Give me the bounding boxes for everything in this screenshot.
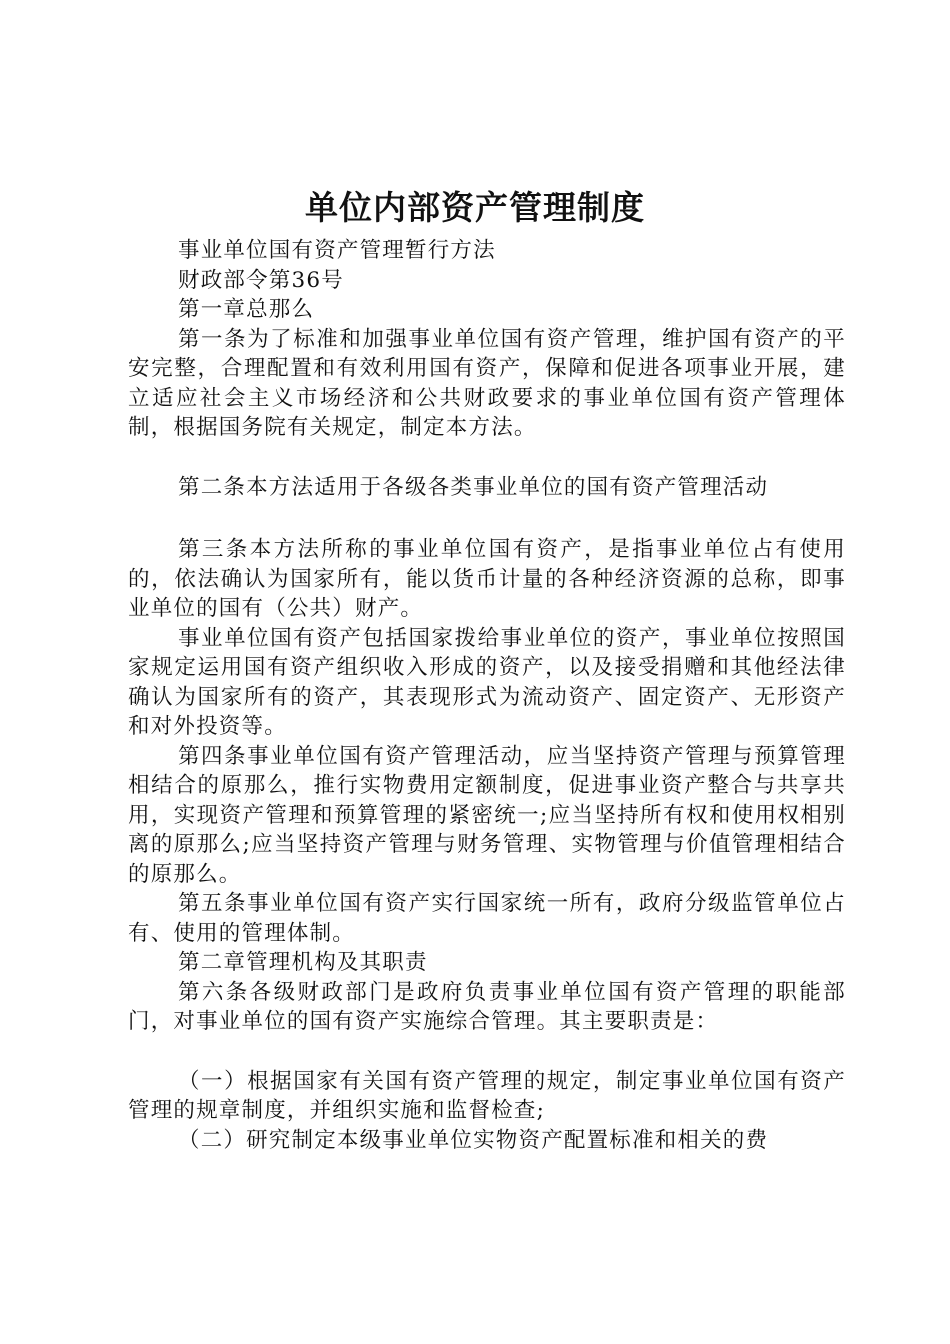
- chapter-heading: 第二章管理机构及其职责: [178, 950, 428, 975]
- paragraph: 第六条各级财政部门是政府负责事业单位国有资产管理的职能部门，对事业单位的国有资产实施综合管理。其主要职责是：: [128, 979, 846, 1034]
- paragraph: 第二条本方法适用于各级各类事业单位的国有资产管理活动: [178, 474, 769, 500]
- paragraph: 第一条为了标准和加强事业单位国有资产管理，维护国有资产的平安完整，合理配置和有效利用国有资产，保障和促进各项事业开展，建立适应社会主义市场经济和公共财政要求的事业单位国有资产管理体制，根据国务院有关规定，制定本方法。: [128, 326, 846, 440]
- document-body: [128, 236, 846, 1155]
- paragraph: 第三条本方法所称的事业单位国有资产，是指事业单位占有使用的，依法确认为国家所有，能以货币计量的各种经济资源的总称，即事业单位的国有（公共）财产。: [128, 537, 846, 621]
- document-title: 单位内部资产管理制度: [305, 188, 645, 227]
- paragraph: （二）研究制定本级事业单位实物资产配置标准和相关的费: [178, 1127, 769, 1153]
- paragraph: 第五条事业单位国有资产实行国家统一所有，政府分级监管单位占有、使用的管理体制。: [128, 891, 846, 946]
- paragraph: 事业单位国有资产管理暂行方法: [178, 238, 496, 263]
- paragraph: 财政部令第36号: [178, 267, 344, 293]
- paragraph: （一）根据国家有关国有资产管理的规定，制定事业单位国有资产管理的规章制度，并组织实施和监督检查;: [128, 1068, 846, 1123]
- chapter-heading: 第一章总那么: [178, 297, 315, 322]
- paragraph: 第四条事业单位国有资产管理活动，应当坚持资产管理与预算管理相结合的原那么，推行实物费用定额制度，促进事业资产整合与共享共用，实现资产管理和预算管理的紧密统一;应当坚持所有权和使用权相别离的原那么;应当坚持资产管理与财务管理、实物管理与价值管理相结合的原那么。: [128, 743, 846, 887]
- paragraph: 事业单位国有资产包括国家拨给事业单位的资产，事业单位按照国家规定运用国有资产组织收入形成的资产，以及接受捐赠和其他经法律确认为国家所有的资产，其表现形式为流动资产、固定资产、无形资产和对外投资等。: [128, 625, 846, 739]
